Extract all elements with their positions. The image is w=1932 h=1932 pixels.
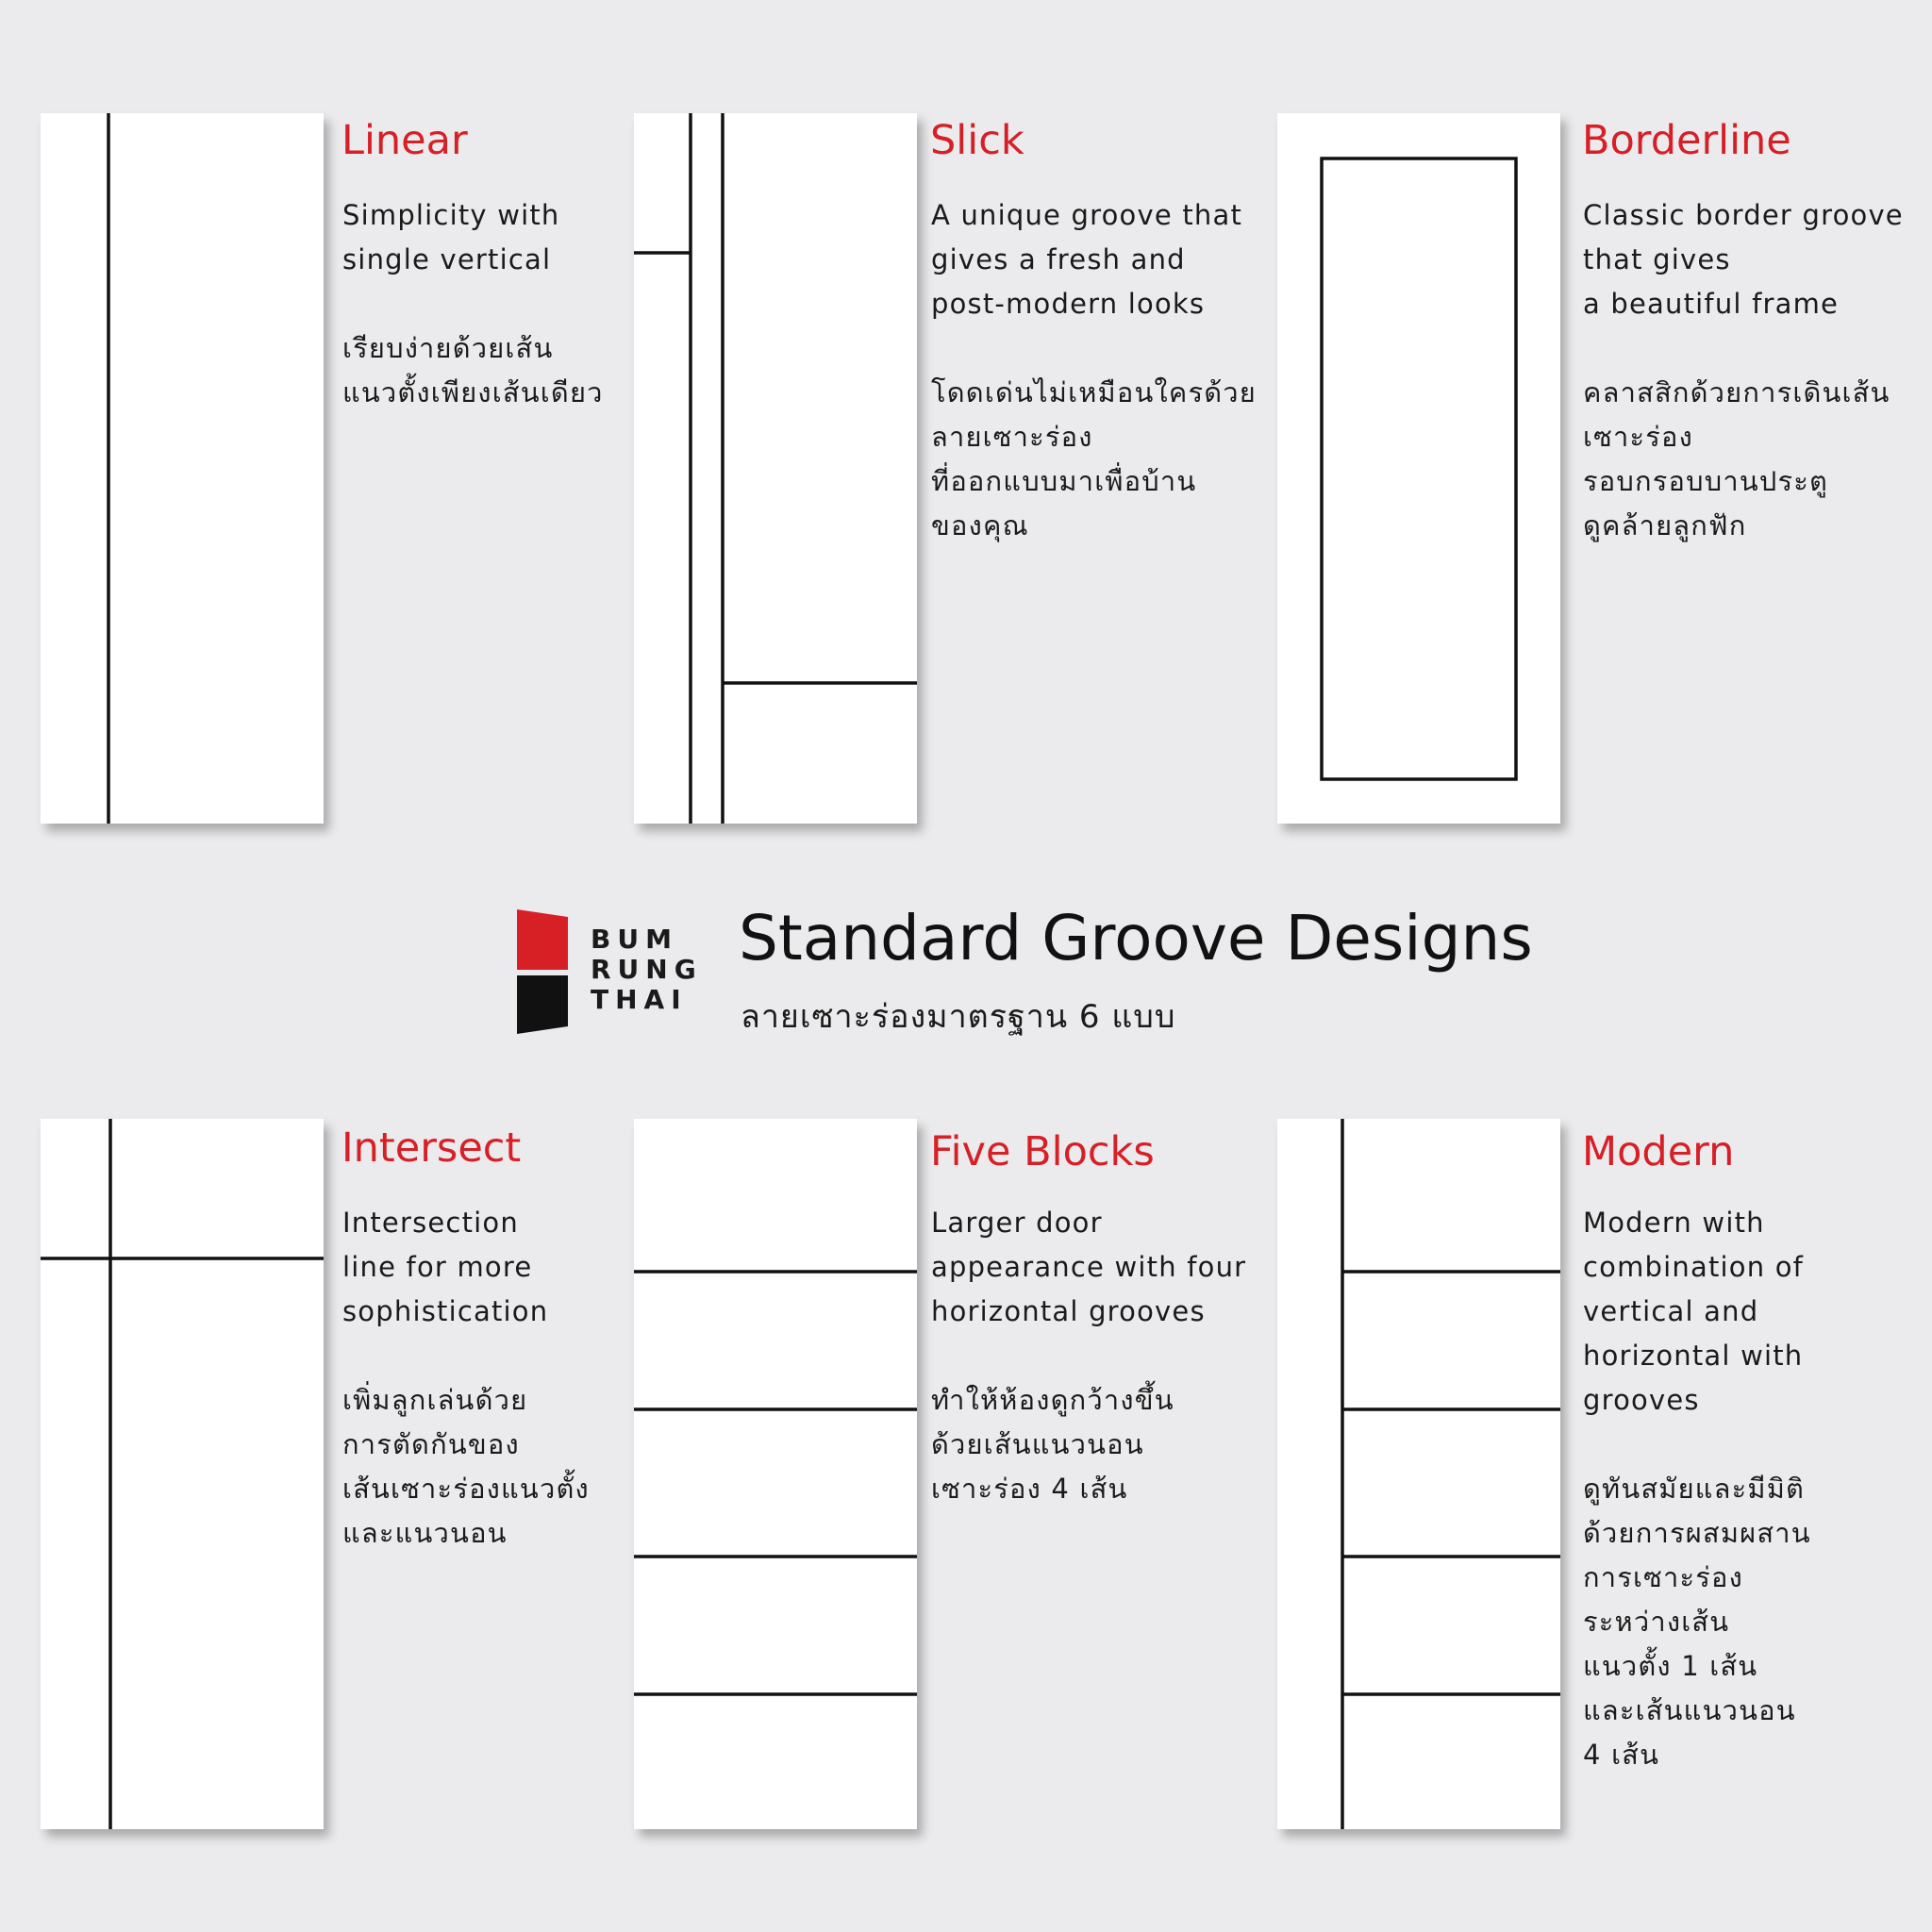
desc-line-thai: ระหว่างเส้น [1583,1606,1730,1638]
desc-line: line for more [342,1251,533,1283]
desc-line-thai: ดูคล้ายลูกฟัก [1583,509,1747,541]
modern-door-illustration [1277,1119,1560,1829]
desc-line-thai: โดดเด่นไม่เหมือนใครด้วย [931,376,1257,408]
desc-line: Larger door [931,1207,1103,1239]
intersect-door-illustration [41,1119,324,1829]
desc-line: A unique groove that [931,199,1243,231]
brand-wordmark [591,924,703,1015]
design-title-modern: Modern [1582,1128,1735,1175]
slick-door-illustration [634,113,917,824]
desc-line-thai: ด้วยเส้นแนวนอน [931,1428,1144,1460]
desc-line-thai: ดูทันสมัยและมีมิติ [1583,1473,1806,1505]
desc-line-thai: ด้วยการผสมผสาน [1583,1517,1811,1549]
desc-line-thai: เพิ่มลูกเล่นด้วย [342,1384,528,1416]
desc-line: Intersection [342,1207,519,1239]
desc-line-thai: รอบกรอบบานประตู [1583,465,1829,497]
desc-line-thai: ทำให้ห้องดูกว้างขึ้น [931,1384,1174,1416]
brand-word: RUNG [591,954,703,985]
desc-line: horizontal with [1583,1340,1804,1372]
desc-line-thai: การตัดกันของ [342,1428,520,1460]
desc-line-thai: แนวตั้งเพียงเส้นเดียว [342,376,604,408]
desc-line-thai: เส้นเซาะร่องแนวตั้ง [342,1473,590,1505]
desc-line: sophistication [342,1295,549,1327]
five-blocks-groove-drawing [634,1119,917,1829]
design-title-borderline: Borderline [1582,117,1791,164]
design-title-five-blocks: Five Blocks [930,1128,1155,1175]
page-title: Standard Groove Designs [739,902,1533,974]
five-blocks-door-illustration [634,1119,917,1829]
desc-line: combination of [1583,1251,1805,1283]
desc-line: single vertical [342,243,552,275]
linear-door-illustration [41,113,324,824]
design-desc-slick [931,193,1257,548]
page-subtitle: ลายเซาะร่องมาตรฐาน 6 แบบ [741,998,1176,1036]
desc-line: post-modern looks [931,288,1206,320]
design-desc-linear [342,193,604,415]
desc-line-thai: ของคุณ [931,509,1029,541]
design-desc-borderline [1583,193,1904,548]
linear-groove-drawing [41,113,324,824]
desc-line: grooves [1583,1384,1700,1416]
desc-line: Simplicity with [342,199,560,231]
desc-line-thai: 4 เส้น [1583,1739,1660,1771]
desc-line-thai: แนวตั้ง 1 เส้น [1583,1650,1758,1682]
desc-line: a beautiful frame [1583,288,1840,320]
desc-line: that gives [1583,243,1731,275]
desc-line: gives a fresh and [931,243,1186,275]
design-title-linear: Linear [341,117,468,164]
borderline-groove-drawing [1277,113,1560,824]
brand-word: BUM [591,924,678,955]
desc-line-thai: เซาะร่อง [1583,421,1694,453]
desc-line: Classic border groove [1583,199,1904,231]
desc-line: Modern with [1583,1207,1765,1239]
desc-line-thai: เซาะร่อง 4 เส้น [931,1473,1128,1505]
design-title-slick: Slick [930,117,1024,164]
desc-line-thai: และแนวนอน [342,1517,508,1549]
desc-line-thai: ที่ออกแบบมาเพื่อบ้าน [931,465,1197,497]
desc-line: horizontal grooves [931,1295,1206,1327]
design-desc-modern [1583,1201,1811,1777]
design-title-intersect: Intersect [341,1124,522,1172]
design-desc-intersect [342,1201,590,1556]
slick-groove-drawing [634,113,917,824]
brand-word: THAI [591,984,688,1015]
design-desc-five-blocks [931,1201,1246,1511]
desc-line-thai: เรียบง่ายด้วยเส้น [342,332,554,364]
desc-line-thai: คลาสสิกด้วยการเดินเส้น [1583,376,1890,408]
modern-groove-drawing [1277,1119,1560,1829]
intersect-groove-drawing [41,1119,324,1829]
desc-line: vertical and [1583,1295,1759,1327]
desc-line: appearance with four [931,1251,1247,1283]
desc-line-thai: และเส้นแนวนอน [1583,1694,1796,1726]
borderline-door-illustration [1277,113,1560,824]
desc-line-thai: ลายเซาะร่อง [931,421,1093,453]
desc-line-thai: การเซาะร่อง [1583,1561,1744,1593]
